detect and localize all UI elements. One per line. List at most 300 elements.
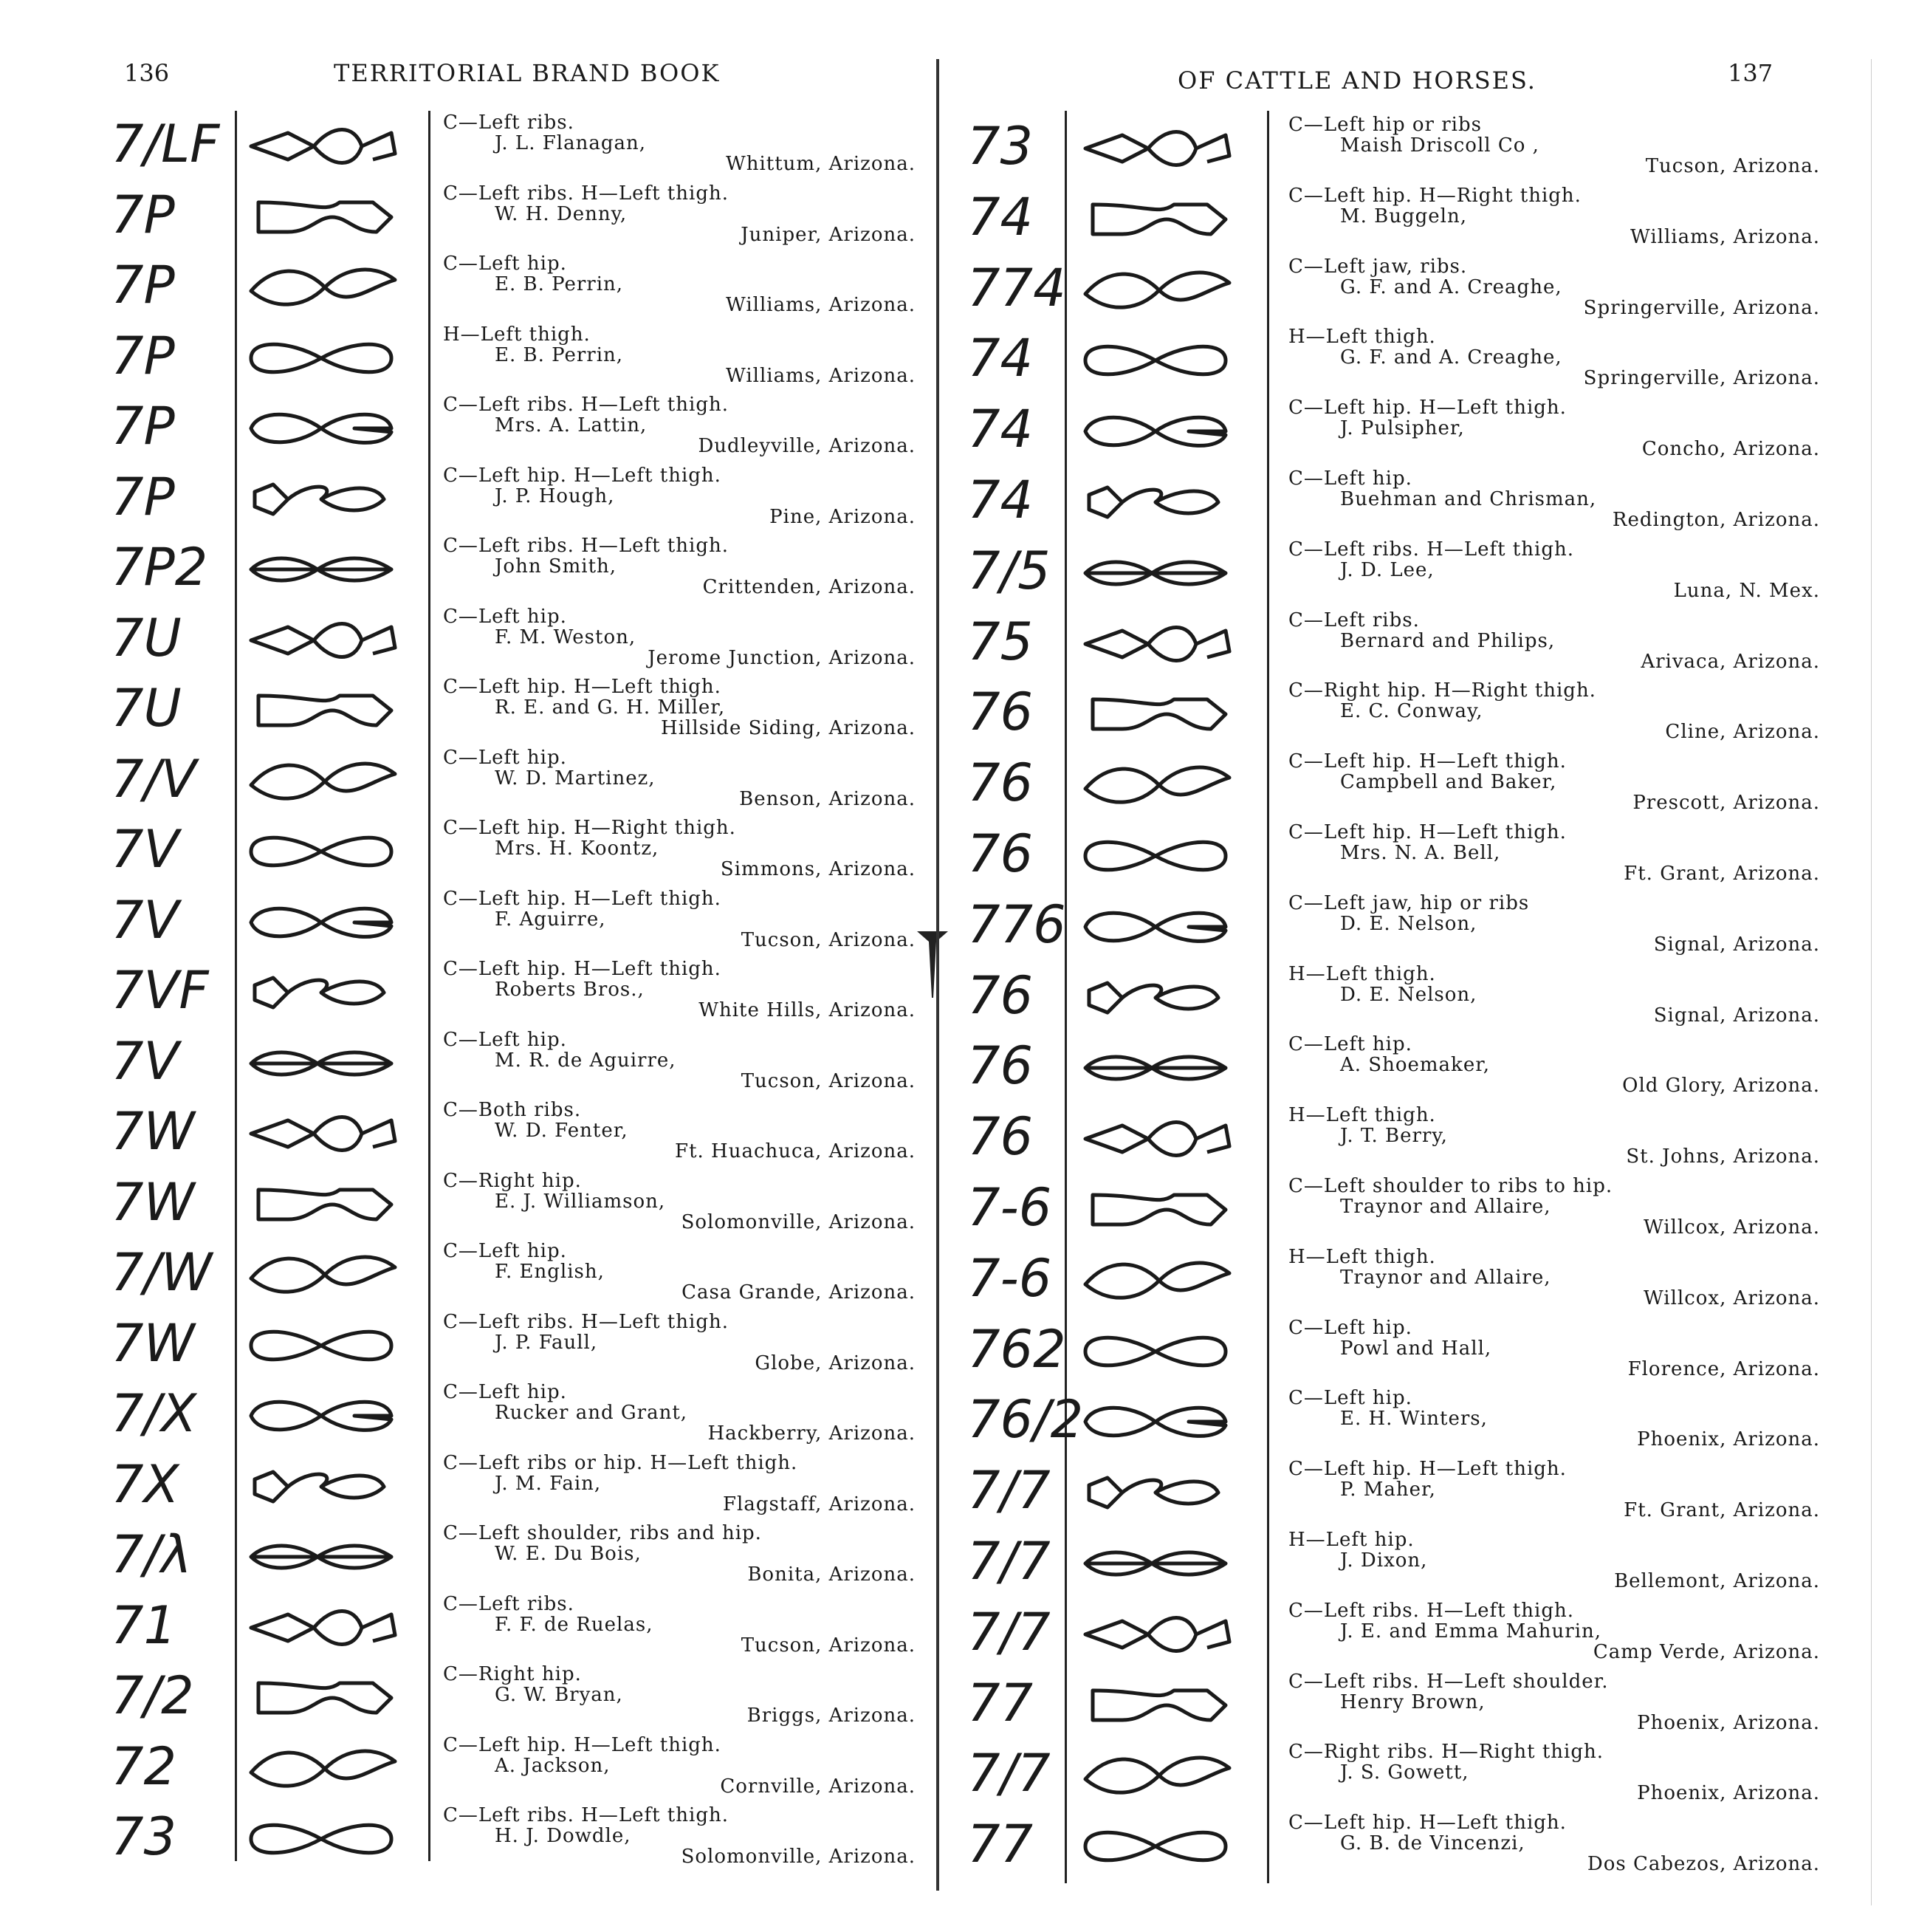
brand-entry-text [1288,1459,1820,1521]
brand-owner: Traynor and Allaire, [1340,1196,1551,1218]
brand-mark-label: 76 [967,965,1034,1026]
brand-location-marks: C—Left hip. [443,605,567,628]
brand-mark-label: 762 [967,1318,1066,1380]
brand-entry-text [1288,468,1820,530]
brand-entry [0,535,930,606]
brand-mark-label: 7/7 [967,1531,1051,1592]
brand-owner: J. L. Flanagan, [495,132,646,154]
brand-entry-text [443,888,916,950]
brand-mark-label: 7/W [111,1242,213,1303]
brand-town: Williams, Arizona. [726,294,916,316]
brand-owner: H. J. Dowdle, [495,1825,631,1847]
brand-town: Phoenix, Arizona. [1637,1428,1820,1451]
brand-town: St. Johns, Arizona. [1626,1145,1820,1168]
brand-mark-label: 7/2 [111,1665,194,1726]
brand-entry [0,1664,930,1735]
brand-icon [244,1316,399,1375]
brand-entry-text [1288,1247,1820,1309]
brand-location-marks: H—Left hip. [1288,1529,1415,1551]
brand-location-marks: C—Left hip. [1288,1387,1412,1410]
brand-mark-label: 7/7 [967,1460,1051,1521]
brand-location-marks: C—Left hip. [443,746,567,769]
brand-location-marks: C—Left jaw, ribs. [1288,255,1468,278]
brand-owner: F. M. Weston, [495,626,636,648]
brand-entry-text [443,1453,916,1515]
brand-entry-text [1288,1388,1820,1450]
brand-owner: E. B. Perrin, [495,343,624,366]
brand-icon [244,188,399,247]
brand-mark-label: 776 [967,894,1066,955]
brand-mark-label: 7P [111,396,175,456]
brand-town: Signal, Arizona. [1653,933,1820,956]
brand-icon [244,1739,399,1798]
brand-entry-text [1288,610,1820,672]
brand-entry-text [1288,893,1820,955]
brand-entry [938,114,1898,185]
brand-icon [244,611,399,670]
brand-town: Willcox, Arizona. [1643,1216,1820,1239]
brand-mark-label: 7VF [111,960,209,1021]
brand-icon [1078,826,1233,886]
brand-town: Cornville, Arizona. [720,1775,916,1798]
brand-mark-label: 73 [967,116,1034,177]
page-header-left: TERRITORIAL BRAND BOOK [334,59,721,87]
brand-owner: E. C. Conway, [1340,700,1483,723]
brand-town: Benson, Arizona. [739,787,916,810]
brand-entry-text [443,1523,916,1585]
brand-entry [938,1671,1898,1742]
brand-mark-label: 7/λ [111,1524,192,1585]
brand-mark-label: 74 [967,470,1034,530]
brand-entry-text [443,465,916,527]
brand-icon [1078,897,1233,956]
brand-mark-label: 774 [967,257,1066,318]
brand-icon [244,1598,399,1657]
brand-icon [244,752,399,811]
brand-entry-text [1288,397,1820,459]
brand-icon [244,1175,399,1234]
brand-entry-text [443,676,916,739]
brand-town: Flagstaff, Arizona. [722,1493,916,1515]
brand-town: Florence, Arizona. [1627,1357,1820,1380]
brand-icon [244,1668,399,1727]
brand-entry [0,1523,930,1594]
brand-entry-text [443,1664,916,1726]
brand-entry [938,1034,1898,1105]
brand-entry-text [1288,539,1820,601]
page-number-left: 136 [124,59,170,87]
brand-owner: John Smith, [495,555,617,578]
brand-entry [0,818,930,888]
brand-location-marks: C—Left ribs. H—Left thigh. [443,394,729,416]
brand-entry [938,397,1898,468]
brand-town: Pine, Arizona. [769,505,916,528]
brand-mark-label: 7/7 [967,1743,1051,1804]
brand-icon [1078,1038,1233,1097]
brand-entry-text [443,1241,916,1303]
brand-entry [938,326,1898,397]
brand-mark-label: 7V [111,1030,179,1092]
brand-town: Tucson, Arizona. [1645,155,1820,177]
brand-entry-text [1288,256,1820,318]
brand-owner: A. Jackson, [495,1754,611,1777]
brand-entry [0,606,930,677]
brand-town: Solomonville, Arizona. [681,1210,916,1233]
brand-entry [938,1105,1898,1176]
brand-town: Bellemont, Arizona. [1614,1570,1820,1592]
brand-mark-label: 74 [967,328,1034,389]
brand-entry [0,183,930,254]
brand-location-marks: C—Left ribs. H—Left shoulder. [1288,1670,1609,1693]
brand-entry [938,256,1898,327]
brand-entry [938,1741,1898,1812]
brand-entry [0,1171,930,1241]
brand-town: Old Glory, Arizona. [1622,1075,1820,1097]
brand-location-marks: C—Left ribs. [443,112,574,134]
brand-entry-text [443,818,916,880]
brand-location-marks: C—Left ribs. H—Left thigh. [1288,1599,1574,1622]
brand-location-marks: C—Left ribs. H—Left thigh. [443,535,729,557]
brand-entry [938,893,1898,964]
brand-icon [244,258,399,317]
brand-icon [244,470,399,529]
brand-mark-label: 76 [967,753,1034,814]
brand-owner: F. F. de Ruelas, [495,1613,653,1636]
brand-icon [1078,190,1233,249]
brand-owner: P. Maher, [1340,1479,1436,1501]
brand-mark-label: 74 [967,399,1034,460]
brand-icon [1078,1392,1233,1451]
brand-icon [1078,402,1233,461]
brand-icon [1078,1605,1233,1664]
brand-entry-text [1288,964,1820,1026]
brand-location-marks: C—Left hip. [443,1240,567,1262]
brand-entry-text [1288,751,1820,813]
brand-town: Bonita, Arizona. [747,1563,916,1586]
brand-town: Redington, Arizona. [1612,509,1820,531]
brand-entry-text [443,112,916,174]
brand-owner: Bernard and Philips, [1340,629,1556,652]
brand-entry-text [443,183,916,245]
brand-location-marks: C—Left hip. H—Left thigh. [443,464,721,487]
brand-mark-label: 76 [967,682,1034,743]
brand-owner: G. F. and A. Creaghe, [1340,275,1562,298]
brand-icon [1078,1109,1233,1168]
brand-owner: J. P. Faull, [495,1331,598,1354]
brand-entry [0,1594,930,1665]
brand-entry [938,1530,1898,1600]
brand-mark-label: 76 [967,1106,1034,1168]
brand-location-marks: C—Left hip. H—Left thigh. [1288,1812,1567,1835]
brand-location-marks: C—Left hip. H—Left thigh. [443,887,721,910]
brand-location-marks: C—Left shoulder, ribs and hip. [443,1522,762,1544]
brand-owner: J. Pulsipher, [1340,417,1465,440]
brand-mark-label: 72 [111,1736,177,1797]
brand-town: Casa Grande, Arizona. [681,1281,916,1304]
brand-location-marks: C—Left hip. [443,1381,567,1403]
brand-owner: J. P. Hough, [495,484,615,507]
brand-entry-text [1288,326,1820,388]
brand-icon [244,1457,399,1516]
brand-owner: J. Dixon, [1340,1549,1428,1572]
brand-icon [244,540,399,599]
brand-icon [1078,1534,1233,1593]
brand-town: Camp Verde, Arizona. [1593,1640,1820,1663]
brand-entry [0,1030,930,1100]
brand-town: Briggs, Arizona. [746,1705,916,1727]
brand-owner: J. E. and Emma Mahurin, [1340,1620,1602,1642]
brand-entry [0,465,930,536]
brand-location-marks: C—Left hip. [1288,1316,1412,1339]
brand-town: Tucson, Arizona. [741,1634,916,1657]
brand-town: Signal, Arizona. [1653,1004,1820,1027]
brand-owner: Campbell and Baker, [1340,771,1557,794]
brand-town: Arivaca, Arizona. [1641,650,1820,673]
brand-mark-label: 75 [967,611,1034,672]
brand-location-marks: H—Left thigh. [1288,1245,1436,1268]
brand-icon [1078,1676,1233,1735]
brand-entry-text [443,1382,916,1444]
brand-entry [938,610,1898,681]
brand-owner: J. D. Lee, [1340,558,1435,581]
brand-mark-label: 71 [111,1594,177,1656]
brand-town: Simmons, Arizona. [720,858,916,880]
brand-entry [0,324,930,395]
brand-location-marks: C—Left hip. [443,253,567,275]
brand-owner: Mrs. H. Koontz, [495,837,659,860]
brand-icon [1078,614,1233,674]
brand-town: Williams, Arizona. [1630,225,1820,248]
brand-icon [1078,119,1233,178]
brand-location-marks: H—Left thigh. [1288,962,1436,985]
brand-icon [244,329,399,388]
brand-entry-text [1288,1600,1820,1662]
brand-location-marks: C—Left ribs. H—Left thigh. [443,1310,729,1333]
brand-town: Ft. Grant, Arizona. [1624,863,1820,885]
brand-icon [1078,1817,1233,1876]
brand-location-marks: C—Right hip. [443,1169,582,1192]
left-page [0,0,938,1932]
brand-location-marks: C—Left hip. H—Left thigh. [1288,397,1567,419]
brand-location-marks: C—Left hip. H—Left thigh. [443,676,721,698]
brand-icon [1078,1746,1233,1805]
brand-mark-label: 7/X [111,1383,197,1444]
brand-mark-label: 73 [111,1806,177,1867]
brand-entry [0,1312,930,1383]
brand-mark-label: 7V [111,889,179,950]
brand-icon [244,1809,399,1868]
brand-owner: D. E. Nelson, [1340,912,1477,935]
brand-town: Springerville, Arizona. [1583,367,1820,390]
brand-town: Cline, Arizona. [1665,721,1820,744]
brand-location-marks: C—Left ribs. H—Left thigh. [443,1804,729,1826]
brand-location-marks: C—Left hip. [443,1028,567,1051]
brand-owner: E. H. Winters, [1340,1408,1488,1431]
brand-town: Ft. Grant, Arizona. [1624,1499,1820,1522]
brand-town: Crittenden, Arizona. [702,576,916,598]
brand-entry-text [443,535,916,597]
brand-entry-text [443,1594,916,1656]
brand-town: Williams, Arizona. [726,364,916,387]
brand-owner: W. D. Fenter, [495,1120,628,1142]
brand-mark-label: 76 [967,1035,1034,1097]
brand-town: Dos Cabezos, Arizona. [1587,1853,1820,1876]
scan-edge [1871,59,1872,1905]
brand-entry [0,1100,930,1171]
brand-mark-label: 7P2 [111,537,208,597]
brand-entry-text [1288,1530,1820,1592]
brand-icon [244,1104,399,1163]
brand-owner: Buehman and Chrisman, [1340,488,1597,510]
brand-mark-label: 76/2 [967,1389,1084,1450]
brand-location-marks: C—Left ribs. [1288,609,1420,631]
brand-mark-label: 74 [967,186,1034,247]
brand-mark-label: 7W [111,1171,195,1233]
brand-entry [938,751,1898,822]
brand-town: Hillside Siding, Arizona. [661,717,916,739]
brand-mark-label: 7/LF [111,114,220,174]
brand-owner: A. Shoemaker, [1340,1054,1491,1077]
brand-mark-label: 7/7 [967,1601,1051,1662]
brand-entry [0,112,930,183]
brand-entry-text [1288,680,1820,742]
brand-entry [938,1318,1898,1388]
brand-mark-label: 7/V [111,748,197,809]
brand-town: Phoenix, Arizona. [1637,1782,1820,1805]
brand-entry-text [443,1171,916,1233]
brand-location-marks: C—Left shoulder to ribs to hip. [1288,1175,1613,1197]
brand-entry [938,1388,1898,1459]
brand-icon [244,1386,399,1445]
brand-owner: Maish Driscoll Co , [1340,134,1539,157]
brand-town: Willcox, Arizona. [1643,1287,1820,1309]
brand-owner: F. Aguirre, [495,908,606,931]
brand-town: Whittum, Arizona. [726,153,916,175]
brand-icon [244,963,399,1022]
brand-entry [0,959,930,1030]
brand-town: Tucson, Arizona. [741,928,916,951]
brand-entry-text [443,959,916,1021]
brand-mark-label: 76 [967,823,1034,884]
brand-owner: E. B. Perrin, [495,273,624,295]
brand-icon [244,681,399,740]
page-number-right: 137 [1728,59,1773,87]
brand-owner: W. D. Martinez, [495,767,656,789]
brand-location-marks: H—Left thigh. [1288,1104,1436,1127]
brand-town: Jerome Junction, Arizona. [648,646,916,669]
brand-town: White Hills, Arizona. [698,999,916,1021]
brand-location-marks: C—Left hip. H—Left thigh. [1288,750,1567,773]
brand-icon [244,1245,399,1304]
brand-mark-label: 7P [111,325,175,386]
brand-town: Dudleyville, Arizona. [698,435,916,457]
brand-town: Juniper, Arizona. [741,223,916,246]
brand-entry [0,394,930,465]
brand-entry [0,676,930,747]
brand-owner: G. F. and A. Creaghe, [1340,346,1562,369]
brand-location-marks: C—Right hip. H—Right thigh. [1288,679,1596,702]
brand-town: Solomonville, Arizona. [681,1846,916,1868]
brand-entry [938,1176,1898,1247]
brand-owner: J. T. Berry, [1340,1125,1448,1148]
brand-entry [938,1600,1898,1671]
brand-town: Globe, Arizona. [755,1352,916,1374]
brand-location-marks: C—Right ribs. H—Right thigh. [1288,1741,1604,1764]
brand-location-marks: C—Left hip. H—Left thigh. [1288,1458,1567,1481]
brand-mark-label: 77 [967,1814,1034,1875]
brand-entry [0,253,930,324]
brand-mark-label: 77 [967,1672,1034,1733]
brand-icon [1078,331,1233,390]
brand-icon [244,822,399,881]
brand-owner: M. Buggeln, [1340,205,1468,227]
brand-entry [0,888,930,959]
brand-mark-label: 7W [111,1101,195,1162]
brand-icon [1078,968,1233,1027]
brand-icon [1078,756,1233,815]
brand-entry-text [443,394,916,456]
brand-entry [0,747,930,818]
brand-location-marks: C—Left hip. H—Left thigh. [443,1733,721,1756]
brand-mark-label: 7P [111,184,175,245]
page-header-right: OF CATTLE AND HORSES. [1178,66,1536,95]
brand-icon [244,1034,399,1093]
brand-mark-label: 7/5 [967,540,1051,601]
brand-town: Luna, N. Mex. [1673,579,1820,602]
brand-town: Tucson, Arizona. [741,1069,916,1092]
brand-icon [244,399,399,458]
brand-location-marks: H—Left thigh. [443,323,591,346]
brand-entry-text [1288,114,1820,177]
brand-entry [938,539,1898,610]
brand-town: Concho, Arizona. [1641,438,1820,461]
brand-entry [938,1459,1898,1530]
brand-town: Phoenix, Arizona. [1637,1711,1820,1734]
brand-icon [1078,1463,1233,1522]
brand-town: Prescott, Arizona. [1632,792,1820,815]
brand-entry-text [443,1100,916,1162]
brand-entry-text [443,1030,916,1092]
brand-owner: Roberts Bros., [495,979,645,1001]
brand-icon [244,893,399,952]
brand-owner: W. H. Denny, [495,202,628,225]
brand-entry-text [443,1735,916,1797]
brand-owner: E. J. Williamson, [495,1190,666,1213]
brand-owner: Traynor and Allaire, [1340,1266,1551,1289]
brand-owner: R. E. and G. H. Miller, [495,696,726,719]
brand-town: Ft. Huachuca, Arizona. [675,1140,916,1162]
brand-owner: D. E. Nelson, [1340,983,1477,1006]
brand-owner: F. English, [495,1261,605,1283]
brand-icon [1078,473,1233,532]
brand-location-marks: C—Left ribs. [443,1592,574,1615]
brand-location-marks: C—Left hip. [1288,467,1412,490]
brand-mark-label: 7X [111,1453,179,1515]
brand-entry [938,1812,1898,1883]
brand-location-marks: C—Left hip. H—Right thigh. [443,817,736,839]
brand-owner: Rucker and Grant, [495,1402,688,1424]
brand-owner: J. S. Gowett, [1340,1761,1469,1784]
brand-entry [938,822,1898,893]
brand-entry [0,1735,930,1806]
right-page [938,0,1916,1932]
brand-entry-text [443,1805,916,1867]
brand-location-marks: C—Left hip. H—Left thigh. [443,958,721,980]
brand-mark-label: 7-6 [967,1177,1052,1238]
brand-entry-text [1288,1671,1820,1733]
brand-owner: G. W. Bryan, [495,1684,623,1706]
brand-entry-text [1288,1812,1820,1874]
